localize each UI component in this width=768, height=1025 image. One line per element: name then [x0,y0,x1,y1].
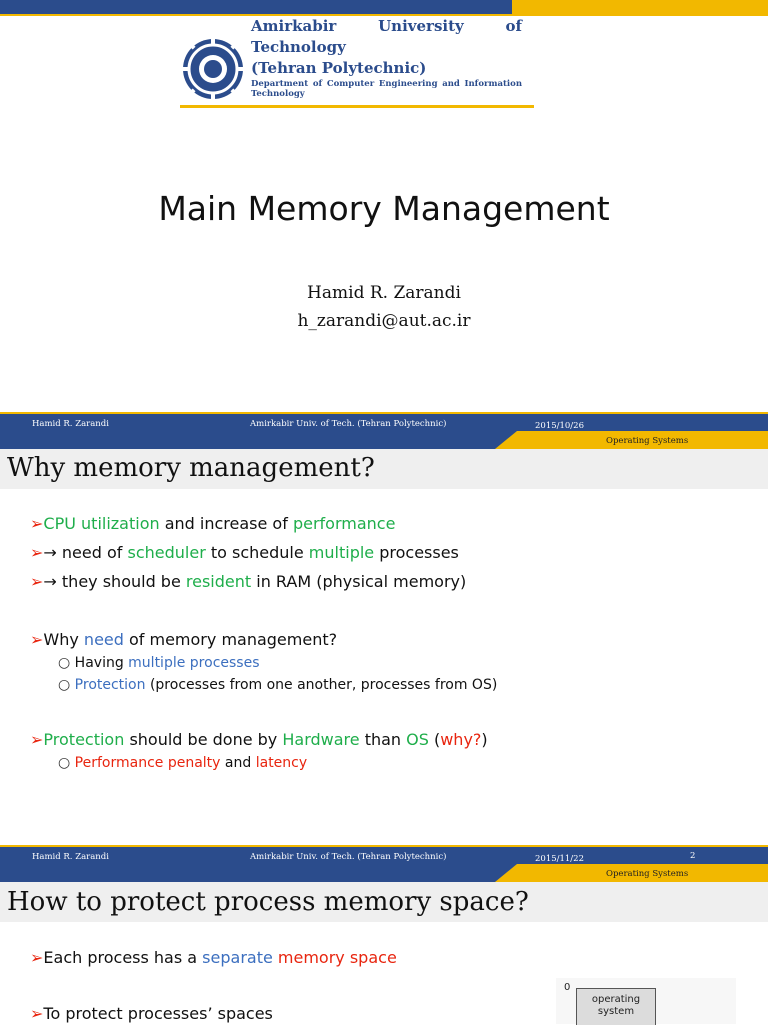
slide-title: How to protect process memory space? [7,887,529,917]
department-word: Engineering [378,79,438,89]
university-name-line3: (Tehran Polytechnic) [251,59,427,77]
bullet-cpu-utilization [30,514,395,534]
department-word: of [312,79,323,89]
highlight-text: Protection [74,677,146,693]
footer-institution: Amirkabir Univ. of Tech. (Tehran Polytechnic) [250,852,447,862]
os-block-label-line1: operating [591,994,641,1005]
bullet-arrow-icon: ➢ [30,514,44,533]
bullet-text: in RAM (physical memory) [251,572,467,591]
bullet-text: Having [74,655,129,671]
bullet-protection-hardware [30,730,488,750]
sub-bullet-circle-icon: ○ [58,677,75,693]
footer-course: Operating Systems [606,436,689,446]
os-block-label-line2: system [597,1006,635,1017]
bullet-text: and [220,755,256,771]
highlight-text: resident [185,572,252,591]
department-name-line1 [251,79,522,89]
highlight-text: latency [255,755,308,771]
bullet-text: of memory management? [123,630,338,649]
bullet-text: Why [43,630,84,649]
highlight-text: OS [406,730,429,749]
department-word: and [442,79,460,89]
slide-footer-gold-stripe [0,412,768,414]
university-logo-icon [178,32,248,106]
department-word: Information [464,79,522,89]
bullet-text: to schedule [205,543,309,562]
bullet-text: processes [374,543,459,562]
highlight-text: scheduler [127,543,206,562]
bullet-arrow-icon: ➢ [30,948,44,967]
highlight-text: why? [440,730,482,749]
highlight-text: separate [202,948,273,967]
footer-author: Hamid R. Zarandi [32,419,109,429]
bullet-protect-spaces [30,1004,273,1024]
bullet-arrow-icon: ➢ [30,572,44,591]
bullet-text: and increase of [159,514,293,533]
bullet-text: than [359,730,407,749]
sub-bullet-protection [58,676,497,694]
highlight-text: need [83,630,124,649]
university-name-line1 [251,17,522,36]
bullet-arrow-icon: ➢ [30,730,44,749]
header-gold-underline [180,105,534,108]
bullet-arrow-icon: ➢ [30,543,44,562]
memory-diagram [556,978,736,1024]
footer-course: Operating Systems [606,869,689,879]
footer-author: Hamid R. Zarandi [32,852,109,862]
memory-address-zero: 0 [564,982,571,993]
bullet-arrow-icon: ➢ [30,1004,44,1023]
bullet-text: → they should be [43,572,186,591]
university-name-word: of [505,17,522,35]
bullet-text: Each process has a [43,948,203,967]
bullet-need-scheduler [30,543,459,563]
sub-bullet-circle-icon: ○ [58,655,75,671]
bullet-separate-memory-space [30,948,397,968]
sub-bullet-multiple-processes [58,654,260,672]
bullet-text: → need of [43,543,128,562]
highlight-text: Hardware [282,730,360,749]
bullet-resident-ram [30,572,466,592]
bullet-why-need [30,630,337,650]
bullet-text: To protect processes’ spaces [43,1004,273,1023]
university-name-word: Amirkabir [251,17,337,35]
bullet-text: should be done by [124,730,283,749]
highlight-text: Performance penalty [74,755,221,771]
bullet-arrow-icon: ➢ [30,630,44,649]
operating-system-block [576,988,656,1025]
presentation-title: Main Memory Management [158,189,610,228]
slide-footer-gold-stripe [0,845,768,847]
slide-title: Why memory management? [7,453,375,483]
sub-bullet-performance-penalty [58,754,307,772]
footer-date: 2015/10/26 [535,421,584,431]
top-header-gold-stripe [0,14,768,16]
highlight-text: Protection [43,730,125,749]
highlight-text: multiple processes [128,655,260,671]
footer-date: 2015/11/22 [535,854,584,864]
author-name: Hamid R. Zarandi [307,283,461,303]
footer-page-number: 2 [690,851,696,861]
department-word: Department [251,79,309,89]
highlight-text: performance [292,514,396,533]
highlight-text: CPU utilization [43,514,160,533]
university-name-word: University [378,17,464,35]
bullet-text: ) [481,730,488,749]
footer-institution: Amirkabir Univ. of Tech. (Tehran Polytechnic) [250,419,447,429]
bullet-text: (processes from one another, processes from OS) [145,677,498,693]
highlight-text: multiple [308,543,375,562]
university-name-line2: Technology [251,38,346,56]
highlight-text: memory space [277,948,397,967]
department-word: Computer [326,79,375,89]
author-email: h_zarandi@aut.ac.ir [297,311,471,331]
bullet-text: ( [428,730,441,749]
sub-bullet-circle-icon: ○ [58,755,75,771]
department-name-line2: Technology [251,89,305,99]
